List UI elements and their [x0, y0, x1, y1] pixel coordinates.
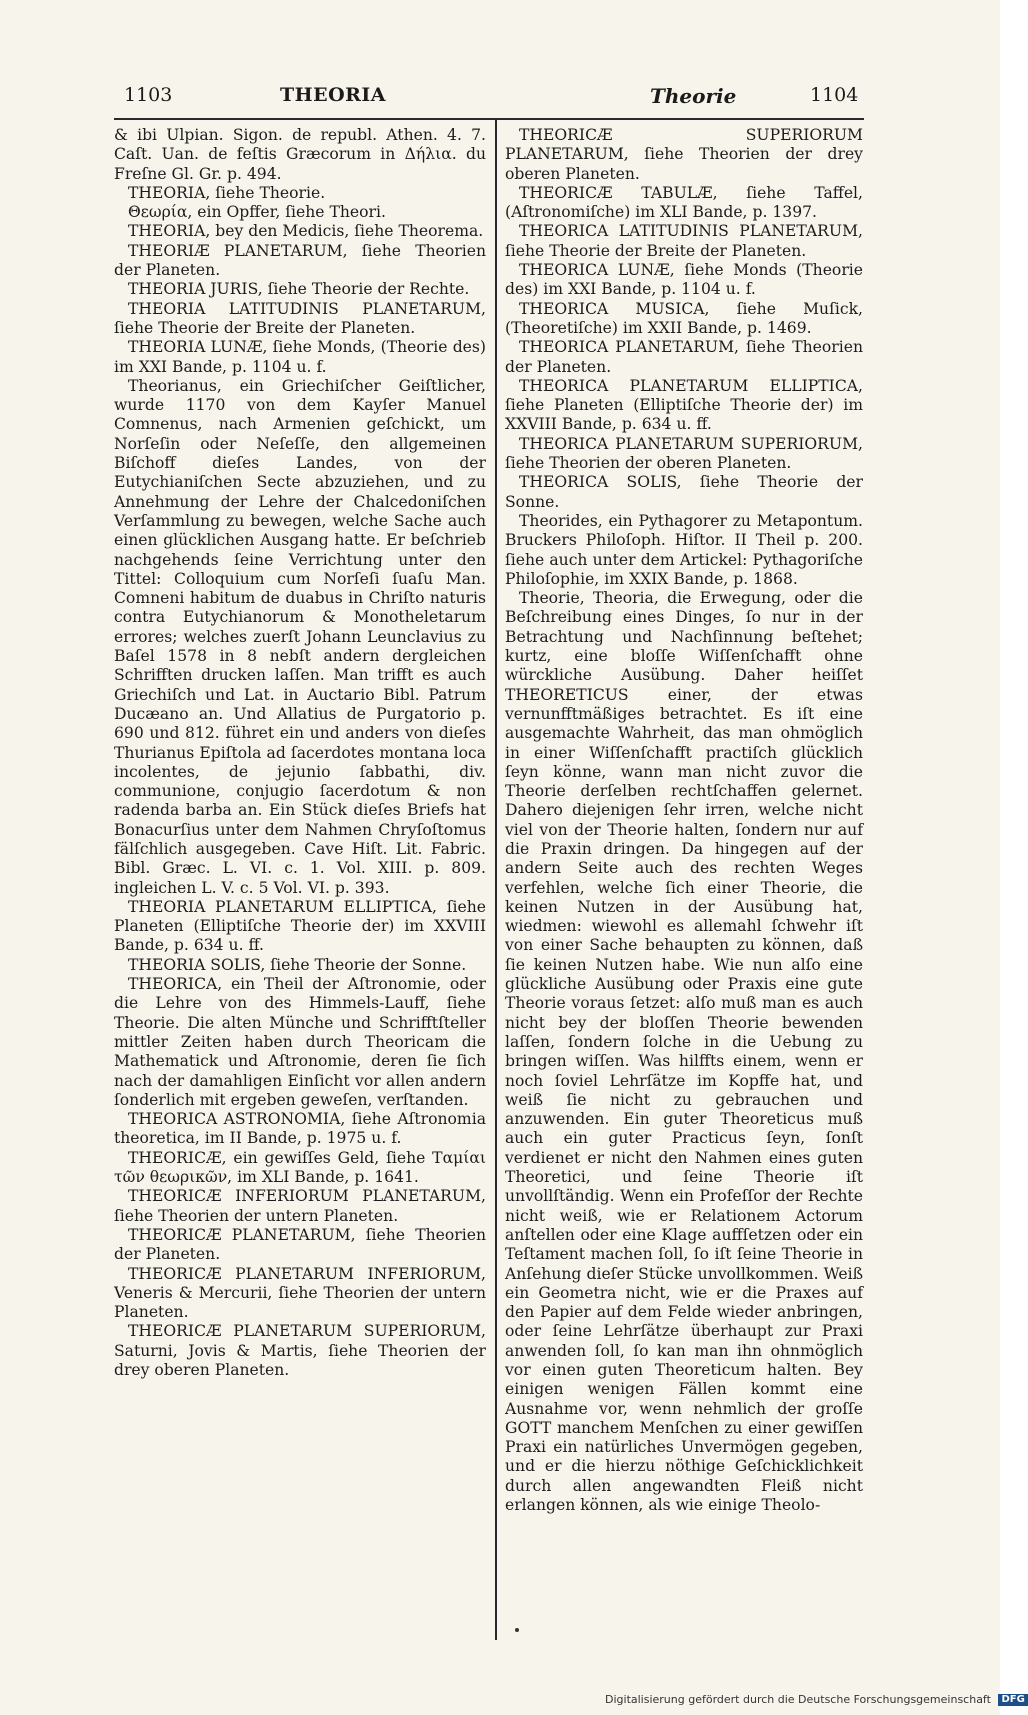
entry-text: THEORIA SOLIS, ſiehe Theorie der Sonne.	[128, 955, 467, 974]
entry-text: THEORICA ASTRONOMIA, ſiehe Aſtronomia theoretica, im II Bande, p. 1975 u. f.	[114, 1110, 486, 1148]
left-running-title: THEORIA	[280, 84, 387, 106]
entry-text: THEORIA, ſiehe Theorie.	[128, 183, 326, 202]
entry-text: & ibi Ulpian. Sigon. de republ. Athen. 4. 7. Caſt. Uan. de feſtis Græcorum in Δήλια. du Freſne Gl. Gr. p. 494.	[114, 126, 486, 183]
entry-text: THEORICA LUNÆ, ſiehe Monds (Theorie des) im XXI Bande, p. 1104 u. f.	[505, 261, 863, 299]
entry-text: THEORICÆ, ein gewiſſes Geld, ſiehe Ταμίαι τῶν θεωρικῶν, im XLI Bande, p. 1641.	[114, 1148, 486, 1187]
entry-text: THEORICA SOLIS, ſiehe Theorie der Sonne.	[505, 473, 863, 511]
entry-text: THEORICÆ PLANETARUM SUPERIORUM, Saturni, Jovis & Martis, ſiehe Theorien der drey oberen Planeten.	[114, 1322, 486, 1379]
entry-text: Θεωρία, ein Opffer, ſiehe Theori.	[128, 203, 386, 222]
entry-text: THEORICÆ PLANETARUM INFERIORUM, Veneris & Mercurii, ſiehe Theorien der untern Planeten.	[114, 1264, 486, 1322]
entry-text: THEORICÆ SUPERIORUM PLANETARUM, ſiehe Theorien der drey oberen Planeten.	[505, 126, 863, 183]
entry-text: Theorie, Theoria, die Erwegung, oder die Beſchreibung eines Dinges, ſo nur in der Betrachtung und Nachſinnung beſtehet; kurtz, eine bloſſe Wiſſenſchafft ohne würckliche Ausübung. Daher heiſſet THEORETICUS einer, der etwas vernunfftmäßiges betrachtet. Es iſt eine ausgemachte Wahrheit, das man ohmöglich in einer Wiſſenſchafft practiſch glücklich ſeyn könne, wann man nicht zuvor die Theorie derſelben rechtſchaffen gelernet. Dahero diejenigen ſehr irren, welche nicht viel von der Theorie halten, ſondern nur auf die Praxin dringen. Da hingegen auf der andern Seite auch des rechten Weges verfehlen, welche ſich einer Theorie, die keinen Nutzen in der Ausübung hat, wiedmen: wiewohl es allemahl ſchwehr iſt von einer Sache behaupten zu können, daß ſie keinen Nutzen habe. Wie nun alſo eine glückliche Ausübung oder Praxis eine gute Theorie voraus ſetzet: alſo muß man es auch nicht bey der bloſſen Theorie bewenden laſſen, ſondern ſolche in die Uebung zu bringen wiſſen. Was hilffts einem, wenn er noch ſoviel Lehrſätze im Kopffe hat, und weiß ſie nicht zu gebrauchen und anzuwenden. Ein guter Theoreticus muß auch ein guter Practicus ſeyn, ſonſt verdienet er nicht den Nahmen eines guten Theoretici, und ſeine Theorie iſt unvollſtändig. Wenn ein Profeſſor der Rechte nicht weiß, wie er Relationem Actorum anſtellen oder eine Klage auffſetzen oder ein Teſtament machen ſoll, ſo iſt ſeine Theorie in Anſehung dieſer Stücke unvollkommen. Weiß ein Geometra nicht, wie er die Praxes auf den Papier auf dem Felde wieder anbringen, oder ſeine Lehrſätze überhaupt zur Praxi anwenden ſoll, ſo kan man ihn ohnmöglich vor einen guten Theoreticum halten. Bey einigen wenigen Fällen kommt eine Ausnahme vor, wenn nehmlich der groſſe GOTT manchem Menſchen zu einer gewiſſen Praxi ein natürliches Unvermögen gegeben, und er die hierzu nöthige Geſchicklichkeit durch allen angewandten Fleiß nicht erlangen können, als wie einige Theolo-	[505, 589, 863, 1515]
digitization-credit	[605, 1693, 1028, 1706]
entry-text: Theorides, ein Pythagorer zu Metapontum. Bruckers Philoſoph. Hiſtor. II Theil p. 200. ſiehe auch unter dem Artickel: Pythagoriſche Philoſophie, im XXIX Bande, p. 1868.	[505, 511, 863, 588]
entry-text: THEORICA PLANETARUM ELLIPTICA, ſiehe Planeten (Elliptiſche Theorie der) im XXVIII Bande, p. 634 u. ff.	[505, 376, 863, 434]
entry-text: THEORIA PLANETARUM ELLIPTICA, ſiehe Planeten (Elliptiſche Theorie der) im XXVIII Bande, p. 634 u. ff.	[114, 897, 486, 955]
entry-text: THEORICÆ TABULÆ, ſiehe Taffel, (Aſtronomiſche) im XLI Bande, p. 1397.	[505, 183, 863, 222]
entry-text: THEORICA MUSICA, ſiehe Muſick, (Theoretiſche) im XXII Bande, p. 1469.	[505, 299, 863, 337]
entry-text: THEORICA, ein Theil der Aſtronomie, oder die Lehre von des Himmels-Lauff, ſiehe Theorie. Die alten Münche und Schrifftſteller mittler Zeiten haben durch Theoricam die Mathematick und Aſtronomie, deren ſie ſich nach der damahligen Einſicht vor allen andern ſonderlich mit ergeben geweſen, verſtanden.	[114, 975, 486, 1109]
left-page-number: 1103	[124, 84, 173, 106]
entry-text: THEORIA LATITUDINIS PLANETARUM, ſiehe Theorie der Breite der Planeten.	[114, 299, 486, 337]
dfg-logo-icon: DFG	[998, 1694, 1027, 1706]
entry-text: THEORICA PLANETARUM SUPERIORUM, ſiehe Theorien der oberen Planeten.	[505, 434, 863, 473]
page-mark	[515, 1628, 519, 1632]
entry-text: THEORICA LATITUDINIS PLANETARUM, ſiehe Theorie der Breite der Planeten.	[505, 222, 863, 260]
left-column	[114, 126, 486, 1380]
entry-text: THEORICÆ PLANETARUM, ſiehe Theorien der Planeten.	[114, 1225, 486, 1264]
right-column	[505, 126, 863, 1515]
credit-text: Digitalisierung gefördert durch die Deutsche Forschungsgemeinschaft	[605, 1693, 991, 1706]
entry-text: THEORIA JURIS, ſiehe Theorie der Rechte.	[128, 280, 470, 299]
entry-text: THEORIA, bey den Medicis, ſiehe Theorema.	[128, 222, 484, 241]
page-header	[110, 84, 870, 114]
header-rule	[114, 118, 864, 120]
entry-text: THEORIÆ PLANETARUM, ſiehe Theorien der Planeten.	[114, 241, 486, 280]
entry-text: Theorianus, ein Griechiſcher Geiſtlicher, wurde 1170 von dem Kayſer Manuel Comnenus, nach Armenien geſchickt, um Norſeſin oder Neſeſſe, den allgemeinen Biſchoff dieſes Landes, von der Eutychianiſchen Secte abzuziehen, und zu Annehmung der Lehre der Chalcedoniſchen Verſammlung zu bewegen, welche Sache auch einen glücklichen Ausgang hatte. Er beſchrieb nachgehends ſeine Verrichtung unter den Tittel: Colloquium cum Norſeſi ſuaſu Man. Comneni habitum de duabus in Chriſto naturis contra Eutychianorum & Monotheletarum errores; welches zuerſt Johann Leunclavius zu Baſel 1578 in 8 nebſt andern dergleichen Schrifften drucken laſſen. Man trifft es auch Griechiſch und Lat. in Auctario Bibl. Patrum Ducæano an. Und Allatius de Purgatorio p. 690 und 812. führet ein und anders von dieſes Thurianus Epiſtola ad ſacerdotes montana loca incolentes, de jejunio ſabbathi, div. communione, conjugio ſacerdotum & non radenda barba an. Ein Stück dieſes Briefs hat Bonacurſius unter dem Nahmen Chryſoſtomus fälſchlich ausgegeben. Cave Hiſt. Lit. Fabric. Bibl. Græc. L. VI. c. 1. Vol. XIII. p. 809. ingleichen L. V. c. 5 Vol. VI. p. 393.	[114, 376, 486, 897]
right-running-title: Theorie	[650, 84, 737, 108]
entry-text: THEORICA PLANETARUM, ſiehe Theorien der Planeten.	[505, 338, 863, 376]
column-divider	[495, 120, 497, 1640]
entry-text: THEORIA LUNÆ, ſiehe Monds, (Theorie des) im XXI Bande, p. 1104 u. f.	[114, 338, 486, 376]
entry-text: THEORICÆ INFERIORUM PLANETARUM, ſiehe Theorien der untern Planeten.	[114, 1187, 486, 1225]
right-page-number: 1104	[810, 84, 859, 106]
